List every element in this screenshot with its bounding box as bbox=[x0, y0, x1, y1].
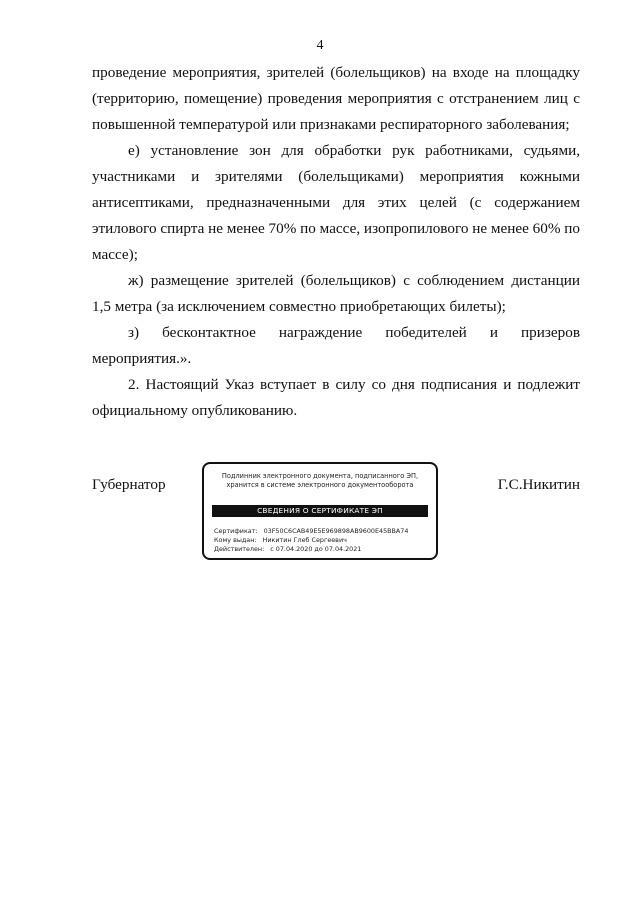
signatory-title: Губернатор bbox=[92, 476, 166, 493]
stamp-issued-to-field bbox=[214, 536, 347, 544]
issued-to-value: Никитин Глеб Сергеевич bbox=[262, 536, 347, 544]
paragraph-item-e: е) установление зон для обработки рук работниками, судьями, участниками и зрителями (болельщиками) мероприятия кожными антисептиками, предназначенными для этих целей (с содержанием этилового спирта не менее 70% по массе, изопропилового не менее 60% по массе); bbox=[92, 142, 580, 263]
signature-block bbox=[92, 462, 580, 572]
issued-to-label: Кому выдан: bbox=[214, 536, 257, 544]
electronic-signature-stamp bbox=[202, 462, 438, 560]
stamp-certificate-field bbox=[214, 527, 408, 535]
stamp-header-line-2: хранится в системе электронного документооборота bbox=[226, 481, 414, 489]
stamp-valid-field bbox=[214, 545, 361, 553]
valid-label: Действителен: bbox=[214, 545, 265, 553]
document-body bbox=[92, 60, 580, 424]
certificate-value: 03F50C6CAB49E5E969898AB9600E45BBA74 bbox=[263, 527, 409, 535]
stamp-certificate-banner: СВЕДЕНИЯ О СЕРТИФИКАТЕ ЭП bbox=[212, 505, 428, 517]
certificate-label: Сертификат: bbox=[214, 527, 258, 535]
paragraph-continuation: проведение мероприятия, зрителей (болельщиков) на входе на площадку (территорию, помещение) проведения мероприятия с отстранением лиц с повышенной температурой или признаками респираторного заболевания; bbox=[92, 64, 580, 133]
page-number: 4 bbox=[316, 38, 324, 53]
signatory-name: Г.С.Никитин bbox=[497, 476, 580, 493]
valid-value: с 07.04.2020 до 07.04.2021 bbox=[270, 545, 362, 553]
stamp-header-line-1: Подлинник электронного документа, подписанного ЭП, bbox=[221, 472, 419, 480]
paragraph-clause-2: 2. Настоящий Указ вступает в силу со дня подписания и подлежит официальному опубликованию. bbox=[92, 376, 580, 419]
paragraph-item-zh: ж) размещение зрителей (болельщиков) с соблюдением дистанции 1,5 метра (за исключением совместно приобретающих билеты); bbox=[92, 272, 580, 315]
paragraph-item-z: з) бесконтактное награждение победителей и призеров мероприятия.». bbox=[92, 324, 580, 367]
